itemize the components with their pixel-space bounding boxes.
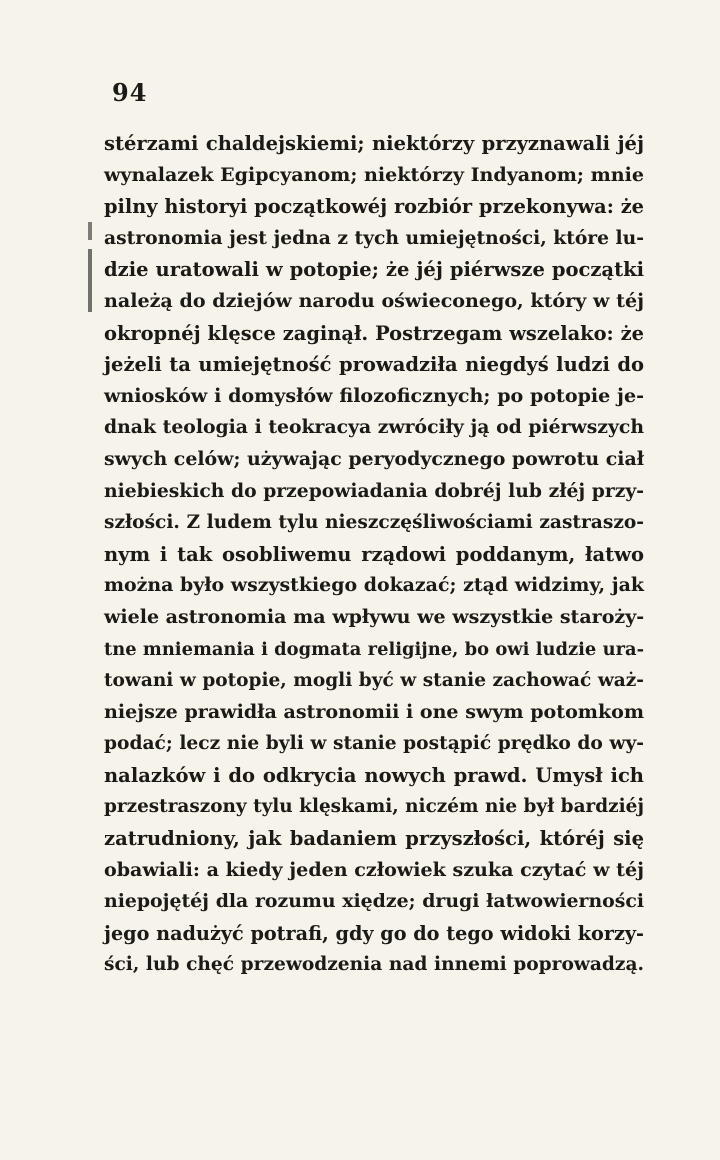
text-line: towani w potopie, mogli być w stanie zachować waż- [104,670,644,692]
text-line: astronomia jest jedna z tych umiejętności, które lu- [104,226,644,249]
text-line: ści, lub chęć przewodzenia nad innemi poprowadzą. [104,954,644,976]
text-line: wynalazek Egipcyanom; niektórzy Indyanom; mnie [104,163,644,186]
text-line: jego nadużyć potrafi, gdy go do tego widoki korzy- [104,921,644,945]
text-line: dzie uratowali w potopie; że jéj piérwsze początki [104,258,644,282]
text-line: nym i tak osobliwemu rządowi poddanym, łatwo [104,542,644,566]
text-line: zatrudniony, jak badaniem przyszłości, któréj się [104,827,644,851]
text-line: nalazków i do odkrycia nowych prawd. Umysł ich [104,763,644,787]
text-line: należą do dziejów narodu oświeconego, który w téj [104,289,644,312]
text-line: podać; lecz nie byli w stanie postąpić prędko do wy- [104,733,644,755]
text-line: przestraszony tylu klęskami, niczém nie był bardziéj [104,796,644,818]
page-number: 94 [112,78,148,107]
body-text [104,128,644,981]
text-line: wiele astronomia ma wpływu we wszystkie staroży- [104,605,645,628]
text-line: niejsze prawidła astronomii i one swym potomkom [104,700,645,723]
text-line: okropnéj klęsce zaginął. Postrzegam wszelako: że [104,321,644,345]
text-line: niebieskich do przepowiadania dobréj lub złéj przy- [104,479,644,502]
text-line: swych celów; używając peryodycznego powrotu ciał [104,447,644,470]
margin-mark [88,222,92,312]
text-line: tne mniemania i dogmata religijne, bo owi ludzie ura- [104,638,644,660]
text-line: niepojętéj dla rozumu xiędze; drugi łatwowierności [104,890,644,913]
text-line: pilny historyi początkowéj rozbiór przekonywa: że [104,195,644,219]
text-line: obawiali: a kiedy jeden człowiek szuka czytać w téj [104,858,644,881]
text-line: jeżeli ta umiejętność prowadziła niegdyś ludzi do [104,353,644,377]
text-line: szłości. Z ludem tylu nieszczęśliwościami zastraszo- [104,512,644,534]
text-line: stérzami chaldejskiemi; niektórzy przyznawali jéj [104,132,644,155]
text-line: dnak teologia i teokracya zwróciły ją od piérwszych [104,416,644,439]
text-line: wniosków i domysłów filozoficznych; po potopie je- [104,384,644,407]
text-line: można było wszystkiego dokazać; ztąd widzimy, jak [104,574,644,597]
